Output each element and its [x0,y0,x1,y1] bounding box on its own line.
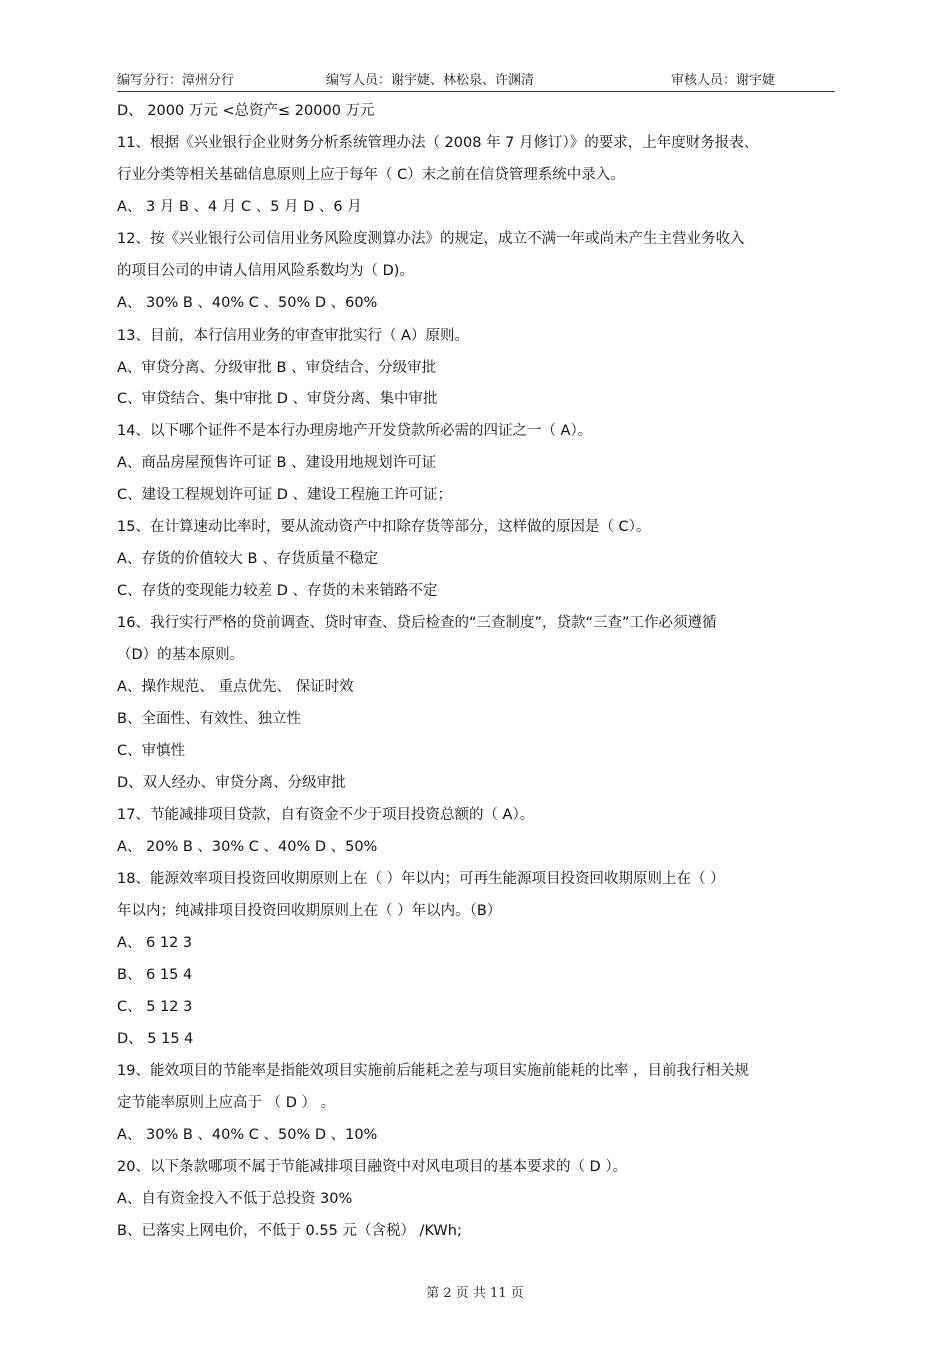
header-rule [117,91,835,92]
question-20: 20、以下条款哪项不属于节能减排项目融资中对风电项目的基本要求的（ D ）。 [117,1159,628,1175]
question-11: 11、根据《兴业银行企业财务分析系统管理办法（ 2008 年 7 月修订）》的要求，上年度财务报表、 [117,135,759,151]
answer-option: A、 6 12 3 [117,935,193,951]
question-19: 19、能效项目的节能率是指能效项目实施前后能耗之差与项目实施前能耗的比率 ，目前我行相关规 [117,1063,750,1079]
answer-option: A、自有资金投入不低于总投资 30% [117,1191,353,1207]
text-line: 年以内；纯减排项目投资回收期原则上在（ ）年以内。（B） [117,903,502,919]
answer-options: A、 3 月 B 、4 月 C 、5 月 D 、6 月 [117,199,362,215]
answer-options: A、 30% B 、40% C 、50% D 、10% [117,1127,378,1143]
answer-option: D、 5 15 4 [117,1031,194,1047]
question-18: 18、能源效率项目投资回收期原则上在（ ）年以内；可再生能源项目投资回收期原则上在（ ） [117,871,725,887]
answer-option: B、全面性、有效性、独立性 [117,711,301,727]
header-reviewer: 审核人员：谢宇婕 [671,73,776,88]
question-14: 14、以下哪个证件不是本行办理房地产开发贷款所必需的四证之一（ A）。 [117,423,593,439]
answer-options: C、建设工程规划许可证 D 、建设工程施工许可证； [117,487,453,503]
question-16: 16、我行实行严格的贷前调查、贷时审查、贷后检查的“三查制度”，贷款“三查”工作必须遵循 [117,615,717,631]
question-15: 15、在计算速动比率时，要从流动资产中扣除存货等部分，这样做的原因是（ C）。 [117,519,651,535]
answer-options: A、 30% B 、40% C 、50% D 、60% [117,295,378,311]
answer-option: B、 6 15 4 [117,967,193,983]
answer-options: C、审贷结合、集中审批 D 、审贷分离、集中审批 [117,391,438,407]
question-17: 17、节能减排项目贷款，自有资金不少于项目投资总额的（ A）。 [117,807,535,823]
page-footer: 第 2 页 共 11 页 [426,1286,524,1301]
header-branch: 编写分行：漳州分行 [117,73,235,88]
answer-options: A、存货的价值较大 B 、存货质量不稳定 [117,551,379,567]
answer-options: C、存货的变现能力较差 D 、存货的未来销路不定 [117,583,438,599]
answer-option: C、审慎性 [117,743,186,759]
question-12: 12、按《兴业银行公司信用业务风险度测算办法》的规定，成立不满一年或尚未产生主营业务收入 [117,231,745,247]
answer-options: A、审贷分离、分级审批 B 、审贷结合、分级审批 [117,360,437,376]
answer-option: C、 5 12 3 [117,999,193,1015]
text-line: 的项目公司的申请人信用风险系数均为（ D)。 [117,263,414,279]
text-line: 定节能率原则上应高于 （ D ） 。 [117,1095,336,1111]
answer-options: A、 20% B 、30% C 、40% D 、50% [117,839,378,855]
answer-option: D、双人经办、审贷分离、分级审批 [117,775,346,791]
answer-option: A、操作规范、 重点优先、 保证时效 [117,679,354,695]
header-authors: 编写人员：谢宇婕、林松泉、许渊清 [326,73,535,88]
text-line: （D）的基本原则。 [117,647,245,663]
answer-option: B、已落实上网电价，不低于 0.55 元（含税） /KWh; [117,1223,462,1239]
text-line: D、 2000 万元 <总资产≤ 20000 万元 [117,103,375,119]
question-13: 13、目前，本行信用业务的审查审批实行（ A）原则。 [117,328,469,344]
text-line: 行业分类等相关基础信息原则上应于每年（ C）末之前在信贷管理系统中录入。 [117,167,625,183]
answer-options: A、商品房屋预售许可证 B 、建设用地规划许可证 [117,455,437,471]
page-header [117,66,835,88]
